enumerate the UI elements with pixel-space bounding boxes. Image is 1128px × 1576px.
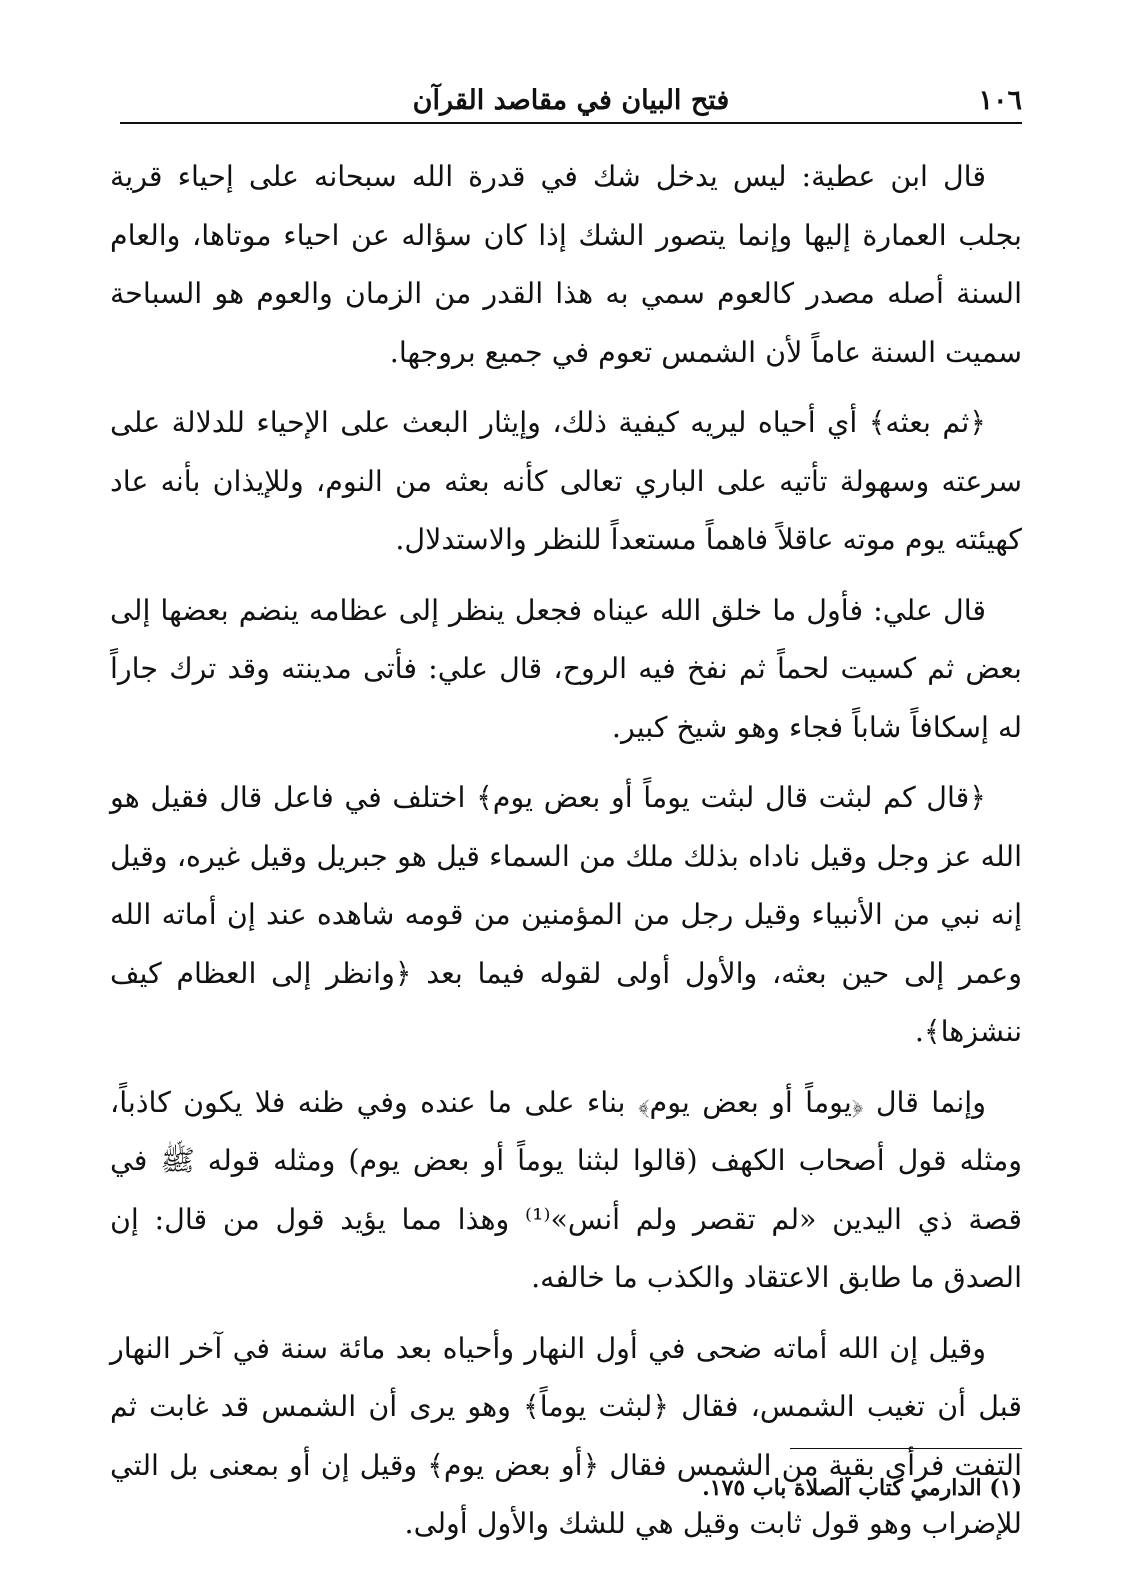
paragraph-2: ﴿ثم بعثه﴾ أي أحياه ليريه كيفية ذلك، وإيثار البعث على الإحياء للدلالة على سرعته وسهولة تأتيه على الباري تعالى كأنه بعثه من النوم، وللإيذان بأنه عاد كهيئته يوم موته عاقلاً فاهماً مستعداً للنظر والاستدلال. bbox=[110, 406, 1022, 556]
paragraph-6: وقيل إن الله أماته ضحى في أول النهار وأحياه بعد مائة سنة في آخر النهار قبل أن تغيب الشمس، فقال ﴿لبثت يوماً﴾ وهو يرى أن الشمس قد غابت ثم التفت فرأى بقية من الشمس فقال ﴿أو بعض يوم﴾ وقيل إن أو بمعنى بل التي للإضراب وهو قول ثابت وقيل هي للشك والأول أولى. bbox=[110, 1331, 1022, 1540]
paragraph-3: قال علي: فأول ما خلق الله عيناه فجعل ينظر إلى عظامه ينضم بعضها إلى بعض ثم كسيت لحماً ثم نفخ فيه الروح، قال علي: فأتى مدينته وقد ترك جاراً له إسكافاً شاباً فجاء وهو شيخ كبير. bbox=[110, 593, 1022, 744]
body-text bbox=[110, 148, 1022, 1566]
footnote: (١) الدارمي كتاب الصلاة باب ١٧٥. bbox=[702, 1475, 1022, 1501]
running-title: فتح البيان في مقاصد القرآن bbox=[412, 85, 730, 116]
paragraph-4: ﴿قال كم لبثت قال لبثت يوماً أو بعض يوم﴾ اختلف في فاعل قال فقيل هو الله عز وجل وقيل ناداه بذلك ملك من السماء قيل هو جبريل وقيل غيره، وقيل إنه نبي من الأنبياء وقيل رجل من المؤمنين من قومه شاهده عند إن أماته الله وعمر إلى حين بعثه، والأول أولى لقوله فيما بعد ﴿وانظر إلى العظام كيف ننشزها﴾. bbox=[110, 781, 1022, 1048]
footnote-separator bbox=[790, 1448, 1022, 1449]
paragraph-1: قال ابن عطية: ليس يدخل شك في قدرة الله سبحانه على إحياء قرية بجلب العمارة إليها وإنما يتصور الشك إذا كان سؤاله عن احياء موتاها، والعام السنة أصله مصدر كالعوم سمي به هذا القدر من الزمان والعوم هو السباحة سميت السنة عاماً لأن الشمس تعوم في جميع بروجها. bbox=[110, 160, 1022, 369]
page-header bbox=[120, 78, 1022, 124]
paragraph-5: وإنما قال ﴿يوماً أو بعض يوم﴾ بناء على ما عنده وفي ظنه فلا يكون كاذباً، ومثله قول أصحاب الكهف (قالوا لبثنا يوماً أو بعض يوم) ومثله قوله ﷺ في قصة ذي اليدين «لم تقصر ولم أنس»⁽¹⁾ وهذا مما يؤيد قول من قال: إن الصدق ما طابق الاعتقاد والكذب ما خالفه. bbox=[110, 1085, 1022, 1294]
page-number: ١٠٦ bbox=[978, 85, 1022, 116]
